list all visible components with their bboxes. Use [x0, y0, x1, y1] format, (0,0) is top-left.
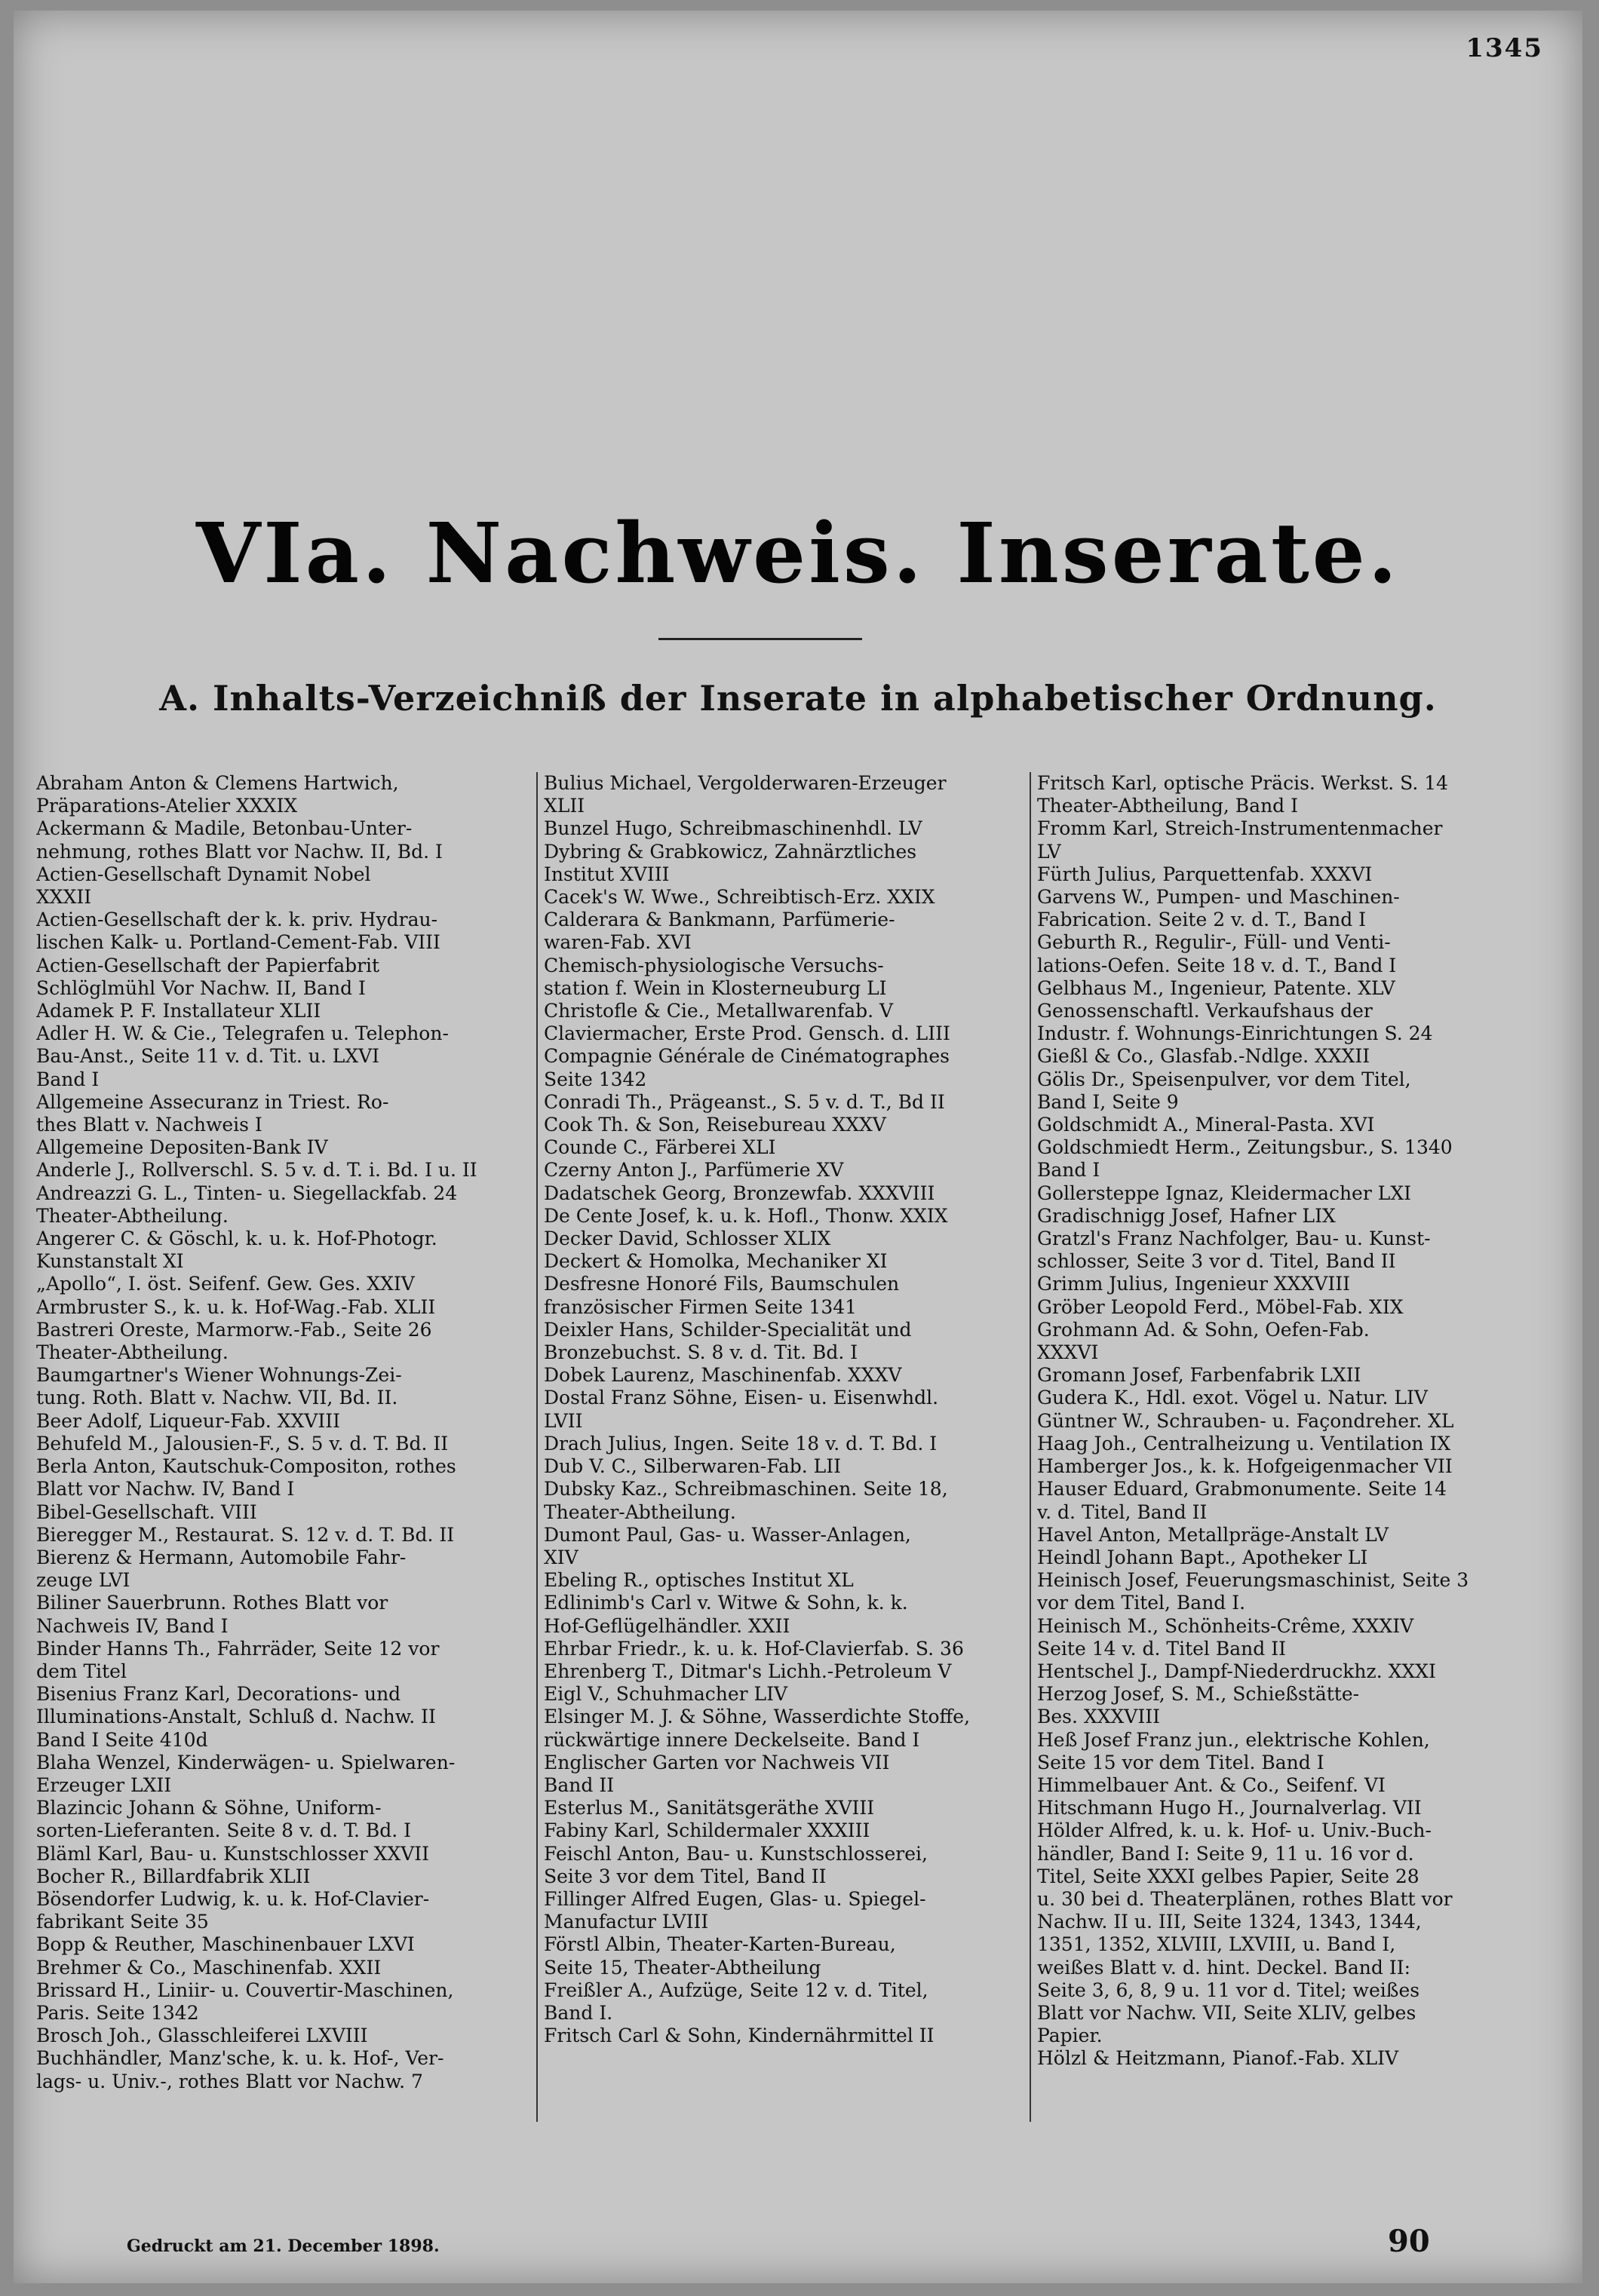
- index-line: Heindl Johann Bapt., Apotheker LI: [1037, 1546, 1368, 1568]
- index-line: Brosch Joh., Glasschleiferei LXVIII: [36, 2025, 368, 2047]
- index-line: lags- u. Univ.-, rothes Blatt vor Nachw. 7: [36, 2070, 423, 2092]
- index-line: Kunstanstalt XI: [36, 1250, 184, 1273]
- index-line: Bierenz & Hermann, Automobile Fahr-: [36, 1546, 407, 1568]
- index-line: Theater-Abtheilung.: [36, 1341, 229, 1364]
- index-line: Seite 3 vor dem Titel, Band II: [544, 1865, 827, 1887]
- index-line: sorten-Lieferanten. Seite 8 v. d. T. Bd. I: [36, 1819, 411, 1842]
- page-number: 1345: [1465, 33, 1543, 63]
- index-line: Bösendorfer Ludwig, k. u. k. Hof-Clavier-: [36, 1887, 430, 1910]
- index-line: Abraham Anton & Clemens Hartwich,: [36, 772, 399, 794]
- subsection-title: A. Inhalts-Verzeichniß der Inserate in alphabetischer Ordnung.: [159, 678, 1437, 719]
- index-line: Bulius Michael, Vergolderwaren-Erzeuger: [544, 772, 947, 794]
- index-line: Angerer C. & Göschl, k. u. k. Hof-Photogr.: [36, 1228, 437, 1250]
- index-line: Biliner Sauerbrunn. Rothes Blatt vor: [36, 1592, 388, 1614]
- index-line: 1351, 1352, XLVIII, LXVIII, u. Band I,: [1037, 1933, 1396, 1956]
- index-line: Industr. f. Wohnungs-Einrichtungen S. 24: [1037, 1022, 1433, 1045]
- index-line: Himmelbauer Ant. & Co., Seifenf. VI: [1037, 1773, 1386, 1796]
- index-line: Gelbhaus M., Ingenieur, Patente. XLV: [1037, 976, 1395, 999]
- index-line: Fürth Julius, Parquettenfab. XXXVI: [1037, 863, 1373, 885]
- index-line: Ebeling R., optisches Institut XL: [544, 1569, 854, 1592]
- index-line: Bieregger M., Restaurat. S. 12 v. d. T. Bd. II: [36, 1523, 455, 1546]
- index-line: Deixler Hans, Schilder-Specialität und: [544, 1318, 912, 1341]
- index-line: Englischer Garten vor Nachweis VII: [544, 1751, 890, 1773]
- index-line: Seite 15 vor dem Titel. Band I: [1037, 1751, 1324, 1773]
- index-line: Schlöglmühl Vor Nachw. II, Band I: [36, 976, 366, 999]
- index-line: Förstl Albin, Theater-Karten-Bureau,: [544, 1933, 896, 1956]
- index-line: Nachweis IV, Band I: [36, 1614, 229, 1637]
- index-line: Dadatschek Georg, Bronzewfab. XXXVIII: [544, 1182, 935, 1204]
- page: [14, 11, 1582, 2283]
- section-title: VIa. Nachweis. Inserate.: [195, 504, 1401, 602]
- index-line: Garvens W., Pumpen- und Maschinen-: [1037, 886, 1400, 909]
- index-line: Havel Anton, Metallpräge-Anstalt LV: [1037, 1523, 1389, 1546]
- index-line: fabrikant Seite 35: [36, 1911, 209, 1933]
- index-line: Paris. Seite 1342: [36, 2001, 199, 2024]
- index-line: Herzog Josef, S. M., Schießstätte-: [1037, 1683, 1360, 1706]
- index-line: XXXVI: [1037, 1341, 1099, 1364]
- index-line: Fabrication. Seite 2 v. d. T., Band I: [1037, 909, 1367, 931]
- index-line: thes Blatt v. Nachweis I: [36, 1114, 262, 1136]
- index-line: Nachw. II u. III, Seite 1324, 1343, 1344,: [1037, 1911, 1422, 1933]
- index-line: Gollersteppe Ignaz, Kleidermacher LXI: [1037, 1182, 1412, 1204]
- index-line: Blatt vor Nachw. VII, Seite XLIV, gelbes: [1037, 2001, 1416, 2024]
- index-line: Elsinger M. J. & Söhne, Wasserdichte Stoffe,: [544, 1706, 971, 1728]
- index-line: Fillinger Alfred Eugen, Glas- u. Spiegel-: [544, 1887, 926, 1910]
- index-line: Haag Joh., Centralheizung u. Ventilation IX: [1037, 1432, 1451, 1455]
- index-line: Hauser Eduard, Grabmonumente. Seite 14: [1037, 1478, 1447, 1501]
- index-line: Desfresne Honoré Fils, Baumschulen: [544, 1273, 900, 1295]
- index-line: LVII: [544, 1409, 583, 1432]
- index-line: Gießl & Co., Glasfab.-Ndlge. XXXII: [1037, 1045, 1370, 1068]
- index-line: Actien-Gesellschaft der k. k. priv. Hydrau-: [36, 909, 438, 931]
- index-line: Actien-Gesellschaft der Papierfabrit: [36, 954, 380, 976]
- index-line: Bläml Karl, Bau- u. Kunstschlosser XXVII: [36, 1842, 430, 1865]
- index-line: XIV: [544, 1546, 579, 1568]
- index-line: Deckert & Homolka, Mechaniker XI: [544, 1250, 888, 1273]
- index-line: Bunzel Hugo, Schreibmaschinenhdl. LV: [544, 817, 922, 840]
- index-line: Dobek Laurenz, Maschinenfab. XXXV: [544, 1364, 902, 1387]
- index-line: Goldschmiedt Herm., Zeitungsbur., S. 1340: [1037, 1136, 1453, 1159]
- index-line: Ackermann & Madile, Betonbau-Unter-: [36, 817, 413, 840]
- index-line: Feischl Anton, Bau- u. Kunstschlosserei,: [544, 1842, 928, 1865]
- index-line: tung. Roth. Blatt v. Nachw. VII, Bd. II.: [36, 1387, 398, 1409]
- index-line: Baumgartner's Wiener Wohnungs-Zei-: [36, 1364, 402, 1387]
- index-line: Erzeuger LXII: [36, 1773, 172, 1796]
- index-line: Cacek's W. Wwe., Schreibtisch-Erz. XXIX: [544, 886, 935, 909]
- index-line: Grimm Julius, Ingenieur XXXVIII: [1037, 1273, 1350, 1295]
- index-line: Seite 14 v. d. Titel Band II: [1037, 1637, 1286, 1660]
- index-line: lischen Kalk- u. Portland-Cement-Fab. VIII: [36, 931, 440, 954]
- index-line: Güntner W., Schrauben- u. Façondreher. XL: [1037, 1409, 1454, 1432]
- index-line: Band I Seite 410d: [36, 1728, 208, 1751]
- index-line: Eigl V., Schuhmacher LIV: [544, 1683, 788, 1706]
- index-line: Hitschmann Hugo H., Journalverlag. VII: [1037, 1797, 1422, 1819]
- index-line: schlosser, Seite 3 vor d. Titel, Band II: [1037, 1250, 1396, 1273]
- index-column-1: [36, 772, 526, 2093]
- index-line: Bibel-Gesellschaft. VIII: [36, 1501, 257, 1523]
- index-line: Gudera K., Hdl. exot. Vögel u. Natur. LIV: [1037, 1387, 1428, 1409]
- index-line: weißes Blatt v. d. hint. Deckel. Band II:: [1037, 1956, 1411, 1979]
- index-line: Buchhändler, Manz'sche, k. u. k. Hof-, Ver-: [36, 2047, 444, 2070]
- index-line: dem Titel: [36, 1660, 127, 1682]
- index-line: Hölder Alfred, k. u. k. Hof- u. Univ.-Buch-: [1037, 1819, 1432, 1842]
- column-divider: [536, 772, 538, 2122]
- index-line: Gröber Leopold Ferd., Möbel-Fab. XIX: [1037, 1295, 1404, 1318]
- index-line: Allgemeine Assecuranz in Triest. Ro-: [36, 1090, 389, 1113]
- index-line: Decker David, Schlosser XLIX: [544, 1228, 831, 1250]
- print-date: Gedruckt am 21. December 1898.: [127, 2236, 440, 2256]
- index-line: Drach Julius, Ingen. Seite 18 v. d. T. Bd. I: [544, 1432, 938, 1455]
- index-line: Brissard H., Liniir- u. Couvertir-Maschinen,: [36, 1979, 454, 2001]
- index-line: Theater-Abtheilung.: [36, 1204, 229, 1227]
- index-line: Andreazzi G. L., Tinten- u. Siegellackfab. 24: [36, 1182, 458, 1204]
- index-line: Titel, Seite XXXI gelbes Papier, Seite 28: [1037, 1865, 1419, 1887]
- index-line: Dubsky Kaz., Schreibmaschinen. Seite 18,: [544, 1478, 948, 1501]
- index-line: Band II: [544, 1773, 615, 1796]
- index-line: Adamek P. F. Installateur XLII: [36, 1000, 321, 1022]
- index-line: Claviermacher, Erste Prod. Gensch. d. LIII: [544, 1022, 950, 1045]
- index-line: Anderle J., Rollverschl. S. 5 v. d. T. i. Bd. I u. II: [36, 1159, 477, 1182]
- index-line: LV: [1037, 840, 1061, 863]
- index-line: Chemisch-physiologische Versuchs-: [544, 954, 884, 976]
- index-line: Hölzl & Heitzmann, Pianof.-Fab. XLIV: [1037, 2047, 1399, 2070]
- index-line: Dub V. C., Silberwaren-Fab. LII: [544, 1455, 842, 1478]
- index-line: De Cente Josef, k. u. k. Hofl., Thonw. XXIX: [544, 1204, 948, 1227]
- index-line: rückwärtige innere Deckelseite. Band I: [544, 1728, 920, 1751]
- index-line: Grohmann Ad. & Sohn, Oefen-Fab.: [1037, 1318, 1370, 1341]
- index-line: lations-Oefen. Seite 18 v. d. T., Band I: [1037, 954, 1397, 976]
- index-line: Armbruster S., k. u. k. Hof-Wag.-Fab. XLII: [36, 1295, 436, 1318]
- index-line: Präparations-Atelier XXXIX: [36, 795, 298, 817]
- index-line: Fromm Karl, Streich-Instrumentenmacher: [1037, 817, 1443, 840]
- index-line: waren-Fab. XVI: [544, 931, 692, 954]
- title-divider: [658, 638, 862, 640]
- index-line: XXXII: [36, 886, 92, 909]
- index-line: Manufactur LVIII: [544, 1911, 709, 1933]
- index-line: Adler H. W. & Cie., Telegrafen u. Telephon-: [36, 1022, 449, 1045]
- index-line: zeuge LVI: [36, 1569, 130, 1592]
- index-line: französischer Firmen Seite 1341: [544, 1295, 858, 1318]
- index-line: v. d. Titel, Band II: [1037, 1501, 1208, 1523]
- index-line: Christofle & Cie., Metallwarenfab. V: [544, 1000, 894, 1022]
- index-line: Edlinimb's Carl v. Witwe & Sohn, k. k.: [544, 1592, 908, 1614]
- index-line: Gölis Dr., Speisenpulver, vor dem Titel,: [1037, 1068, 1411, 1090]
- index-line: Gradischnigg Josef, Hafner LIX: [1037, 1204, 1336, 1227]
- index-line: Bronzebuchst. S. 8 v. d. Tit. Bd. I: [544, 1341, 858, 1364]
- index-line: Gratzl's Franz Nachfolger, Bau- u. Kunst-: [1037, 1228, 1431, 1250]
- index-line: Calderara & Bankmann, Parfümerie-: [544, 909, 895, 931]
- index-line: händler, Band I: Seite 9, 11 u. 16 vor d.: [1037, 1842, 1414, 1865]
- index-line: Compagnie Générale de Cinématographes: [544, 1045, 950, 1068]
- index-column-3: [1037, 772, 1520, 2071]
- index-line: Blazincic Johann & Söhne, Uniform-: [36, 1797, 382, 1819]
- index-line: Seite 3, 6, 8, 9 u. 11 vor d. Titel; weißes: [1037, 1979, 1420, 2001]
- index-line: Conradi Th., Prägeanst., S. 5 v. d. T., Bd II: [544, 1090, 945, 1113]
- index-line: Beer Adolf, Liqueur-Fab. XXVIII: [36, 1409, 340, 1432]
- index-line: Binder Hanns Th., Fahrräder, Seite 12 vor: [36, 1637, 440, 1660]
- index-line: Geburth R., Regulir-, Füll- und Venti-: [1037, 931, 1391, 954]
- index-line: Bau-Anst., Seite 11 v. d. Tit. u. LXVI: [36, 1045, 380, 1068]
- index-line: Fabiny Karl, Schildermaler XXXIII: [544, 1819, 870, 1842]
- index-line: nehmung, rothes Blatt vor Nachw. II, Bd. I: [36, 840, 443, 863]
- index-line: XLII: [544, 795, 585, 817]
- index-line: Heinisch M., Schönheits-Crême, XXXIV: [1037, 1614, 1414, 1637]
- index-line: Czerny Anton J., Parfümerie XV: [544, 1159, 844, 1182]
- index-line: Ehrenberg T., Ditmar's Lichh.-Petroleum V: [544, 1660, 952, 1682]
- index-line: Berla Anton, Kautschuk-Compositon, rothes: [36, 1455, 456, 1478]
- index-line: Behufeld M., Jalousien-F., S. 5 v. d. T. Bd. II: [36, 1432, 449, 1455]
- index-line: Bisenius Franz Karl, Decorations- und: [36, 1683, 401, 1706]
- index-line: Actien-Gesellschaft Dynamit Nobel: [36, 863, 371, 885]
- index-line: Counde C., Färberei XLI: [544, 1136, 776, 1159]
- index-line: Dumont Paul, Gas- u. Wasser-Anlagen,: [544, 1523, 911, 1546]
- index-line: Bastreri Oreste, Marmorw.-Fab., Seite 26: [36, 1318, 432, 1341]
- index-line: Brehmer & Co., Maschinenfab. XXII: [36, 1956, 382, 1979]
- index-line: Seite 15, Theater-Abtheilung: [544, 1956, 821, 1979]
- index-line: Papier.: [1037, 2025, 1103, 2047]
- index-line: Seite 1342: [544, 1068, 647, 1090]
- index-line: Gromann Josef, Farbenfabrik LXII: [1037, 1364, 1361, 1387]
- index-line: u. 30 bei d. Theaterplänen, rothes Blatt vor: [1037, 1887, 1453, 1910]
- index-line: Freißler A., Aufzüge, Seite 12 v. d. Titel,: [544, 1979, 928, 2001]
- index-line: Hamberger Jos., k. k. Hofgeigenmacher VII: [1037, 1455, 1453, 1478]
- index-line: Bocher R., Billardfabrik XLII: [36, 1865, 311, 1887]
- index-line: Bopp & Reuther, Maschinenbauer LXVI: [36, 1933, 415, 1956]
- index-column-2: [544, 772, 1034, 2047]
- index-line: station f. Wein in Klosterneuburg LI: [544, 976, 887, 999]
- index-line: Fritsch Karl, optische Präcis. Werkst. S. 14: [1037, 772, 1449, 794]
- index-line: Fritsch Carl & Sohn, Kindernährmittel II: [544, 2025, 935, 2047]
- index-line: Theater-Abtheilung.: [544, 1501, 736, 1523]
- index-line: Ehrbar Friedr., k. u. k. Hof-Clavierfab. S. 36: [544, 1637, 964, 1660]
- index-line: Institut XVIII: [544, 863, 670, 885]
- index-line: Heß Josef Franz jun., elektrische Kohlen,: [1037, 1728, 1430, 1751]
- signature-mark: 90: [1388, 2224, 1430, 2259]
- index-line: „Apollo“, I. öst. Seifenf. Gew. Ges. XXIV: [36, 1273, 415, 1295]
- index-line: vor dem Titel, Band I.: [1037, 1592, 1246, 1614]
- index-line: Bes. XXXVIII: [1037, 1706, 1160, 1728]
- index-line: Esterlus M., Sanitätsgeräthe XVIII: [544, 1797, 875, 1819]
- index-line: Heinisch Josef, Feuerungsmaschinist, Seite 3: [1037, 1569, 1469, 1592]
- index-line: Band I.: [544, 2001, 613, 2024]
- index-line: Cook Th. & Son, Reisebureau XXXV: [544, 1114, 886, 1136]
- index-line: Band I, Seite 9: [1037, 1090, 1179, 1113]
- index-line: Band I: [1037, 1159, 1100, 1182]
- index-line: Illuminations-Anstalt, Schluß d. Nachw. II: [36, 1706, 436, 1728]
- index-line: Band I: [36, 1068, 100, 1090]
- index-line: Blatt vor Nachw. IV, Band I: [36, 1478, 295, 1501]
- index-line: Genossenschaftl. Verkaufshaus der: [1037, 1000, 1373, 1022]
- index-line: Blaha Wenzel, Kinderwägen- u. Spielwaren-: [36, 1751, 456, 1773]
- index-line: Hentschel J., Dampf-Niederdruckhz. XXXI: [1037, 1660, 1436, 1682]
- index-line: Allgemeine Depositen-Bank IV: [36, 1136, 328, 1159]
- index-line: Dostal Franz Söhne, Eisen- u. Eisenwhdl.: [544, 1387, 939, 1409]
- index-line: Goldschmidt A., Mineral-Pasta. XVI: [1037, 1114, 1375, 1136]
- index-line: Hof-Geflügelhändler. XXII: [544, 1614, 790, 1637]
- index-line: Theater-Abtheilung, Band I: [1037, 795, 1299, 817]
- index-line: Dybring & Grabkowicz, Zahnärztliches: [544, 840, 917, 863]
